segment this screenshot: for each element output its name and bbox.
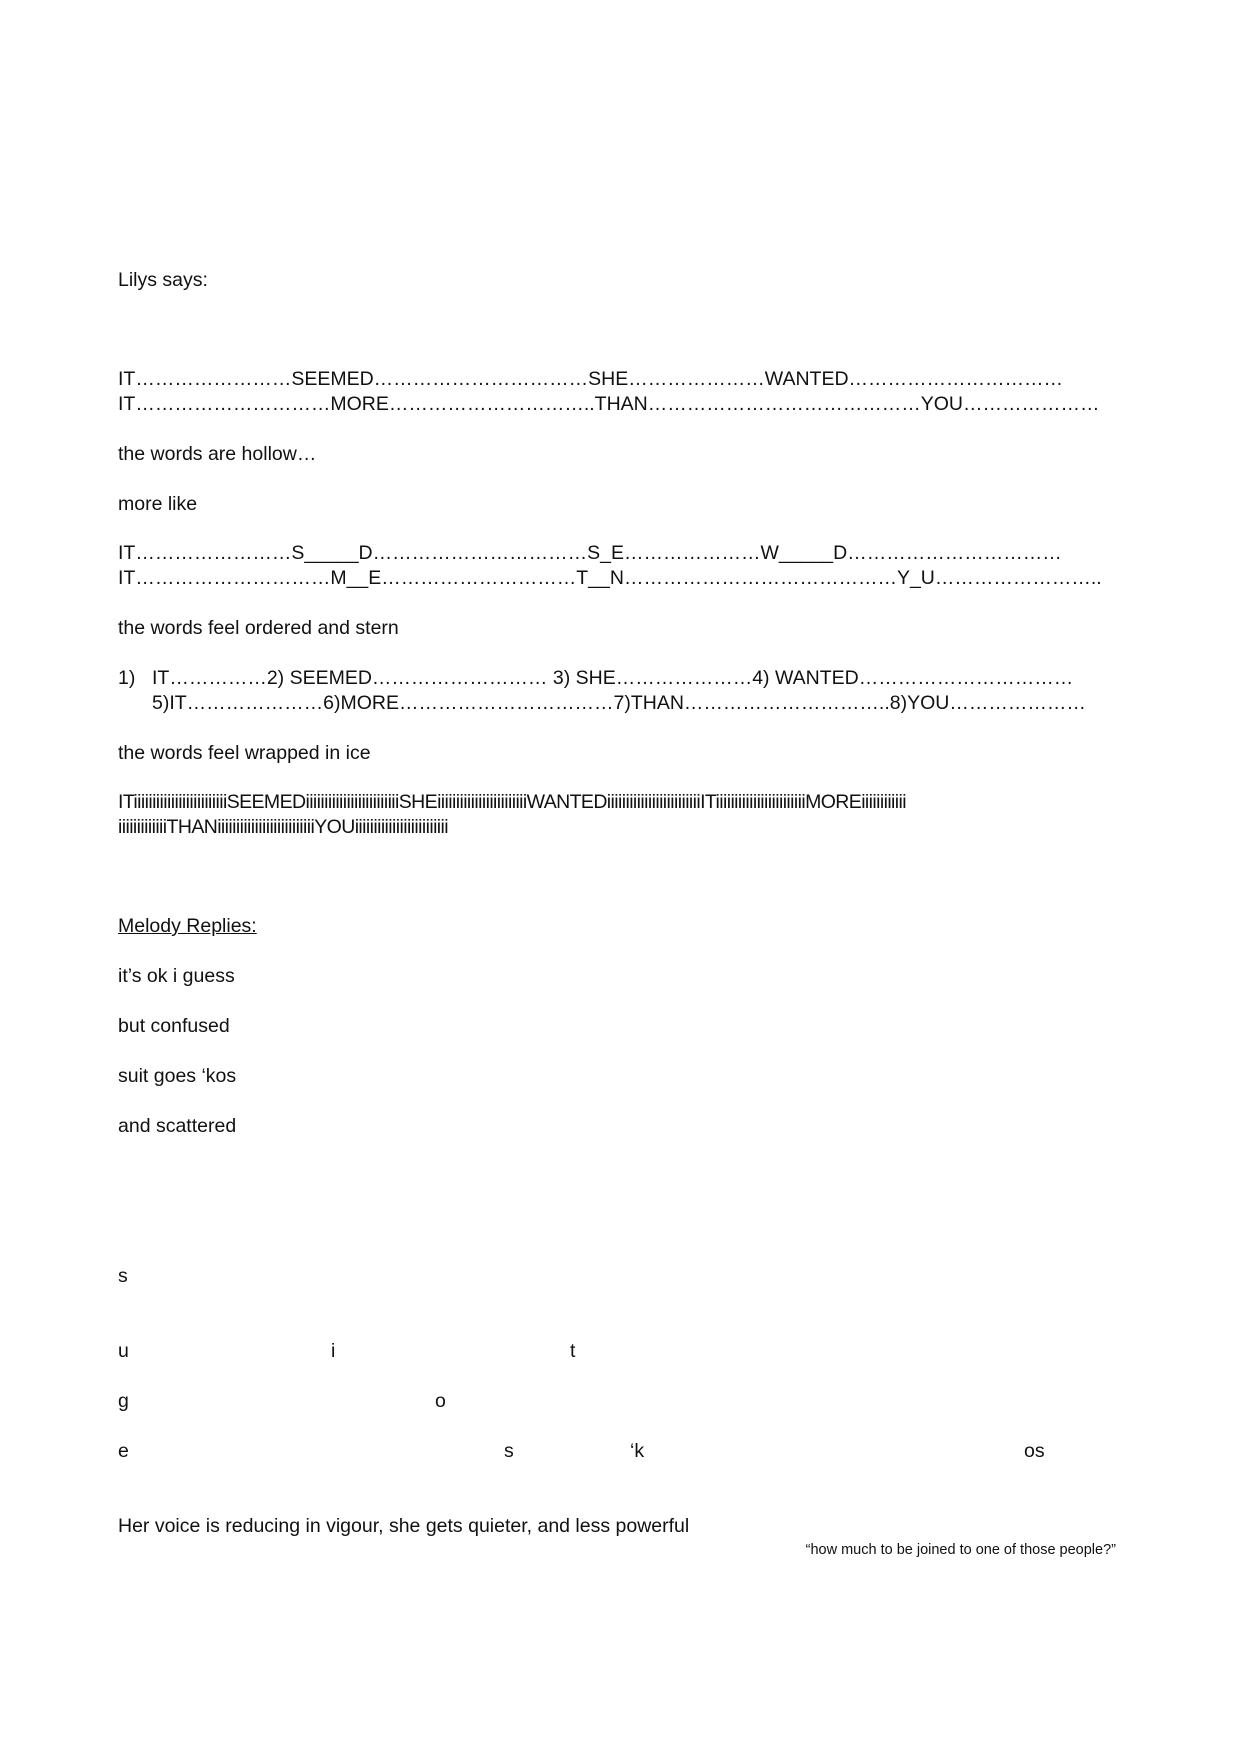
stanza1-caption: the words are hollow…: [118, 443, 317, 465]
scatter-letter: os: [1024, 1440, 1045, 1462]
scatter-letter: i: [331, 1340, 336, 1362]
melody-line-4: and scattered: [118, 1115, 237, 1137]
scatter-letter: g: [118, 1390, 129, 1412]
numbered-marker: 1): [118, 667, 136, 689]
melody-line-1: it’s ok i guess: [118, 965, 235, 987]
more-like-text: more like: [118, 493, 198, 515]
scatter-letter: s: [118, 1265, 128, 1287]
stanza3-caption: the words feel wrapped in ice: [118, 742, 371, 764]
melody-heading: Melody Replies:: [118, 915, 257, 937]
scatter-letter: ‘k: [630, 1440, 645, 1462]
ice-line1: ITiiiiiiiiiiiiiiiiiiiiiiiiiSEEMEDiiiiiiiiiiiiiiiiiiiiiiiiiSHEiiiiiiiiiiiiiiiiiiiiiiiiWANTEDiiiiiiiiiiiiiiiiiiiiiiiiiITiiiiiiiiiiiiiiiiiiiiiiiiMOREiiiiiiiiiiii: [118, 791, 906, 813]
stage-direction: Her voice is reducing in vigour, she gets quieter, and less powerful: [118, 1515, 690, 1537]
scatter-letter: t: [570, 1340, 576, 1362]
melody-line-2: but confused: [118, 1015, 230, 1037]
quote: “how much to be joined to one of those people?”: [805, 1542, 1116, 1558]
scatter-letter: u: [118, 1340, 129, 1362]
melody-line-3: suit goes ‘kos: [118, 1065, 237, 1087]
numbered-line2: 5)IT…………………6)MORE……………………………7)THAN…………………………..8)YOU…………………: [152, 692, 1086, 714]
ice-line2: iiiiiiiiiiiiiTHANiiiiiiiiiiiiiiiiiiiiiiiiiiYOUiiiiiiiiiiiiiiiiiiiiiiiii: [118, 816, 449, 838]
lilys-heading: Lilys says:: [118, 269, 208, 291]
stanza2-line1: IT……………………S_____D……………………………S_E…………………W_____D……………………………: [118, 542, 1062, 564]
stanza2-caption: the words feel ordered and stern: [118, 617, 399, 639]
stanza1-line1: IT……………………SEEMED……………………………SHE…………………WANTED……………………………: [118, 368, 1064, 390]
scatter-letter: s: [504, 1440, 514, 1462]
stanza2-line2: IT…………………………M__E…………………………T__N……………………………………Y_U……………………..: [118, 567, 1102, 589]
scatter-letter: o: [435, 1390, 446, 1412]
scatter-letter: e: [118, 1440, 129, 1462]
stanza1-line2: IT…………………………MORE…………………………..THAN……………………………………YOU…………………: [118, 393, 1100, 415]
numbered-line1: IT……………2) SEEMED……………………… 3) SHE…………………4) WANTED……………………………: [152, 667, 1074, 689]
